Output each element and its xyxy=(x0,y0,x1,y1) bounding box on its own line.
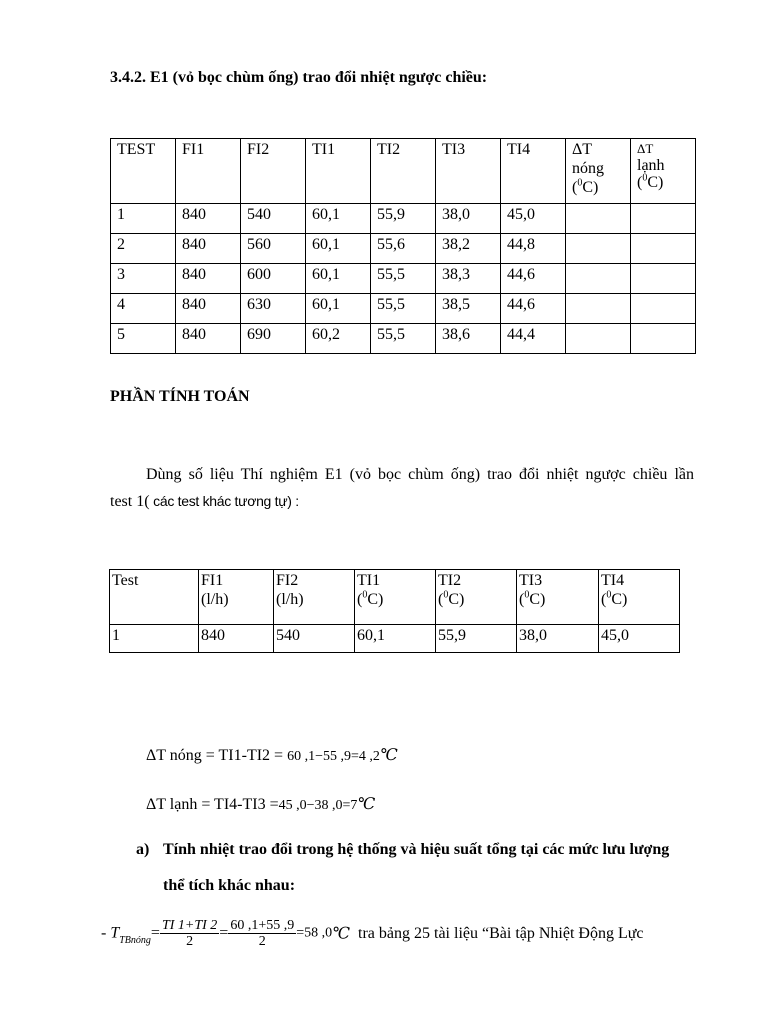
table-cell: 690 xyxy=(241,324,306,354)
table-cell xyxy=(566,324,631,354)
table-cell: 60,1 xyxy=(306,204,371,234)
table-cell: 38,6 xyxy=(436,324,501,354)
header-cell: FI2 xyxy=(241,139,306,204)
table-cell: 55,9 xyxy=(436,625,517,653)
header-cell: TEST xyxy=(111,139,176,204)
table-cell xyxy=(566,264,631,294)
table-cell: 60,2 xyxy=(306,324,371,354)
table-cell: 600 xyxy=(241,264,306,294)
equation-dt-nong xyxy=(146,745,398,765)
table-cell: 44,4 xyxy=(501,324,566,354)
table-row xyxy=(111,264,696,294)
table-cell: 560 xyxy=(241,234,306,264)
header-cell: TI3 ($^0$C) xyxy=(517,570,599,625)
header-line: nóng xyxy=(572,160,604,177)
formula-tail-text: tra bảng 25 tài liệu “Bài tập Nhiệt Động Lực xyxy=(354,924,644,942)
table-cell: 38,3 xyxy=(436,264,501,294)
table-cell xyxy=(631,204,696,234)
header-cell-dt-nong xyxy=(566,139,631,204)
formula-dash: - xyxy=(101,924,111,942)
paragraph-line-1: Dùng số liệu Thí nghiệm E1 (vỏ bọc chùm ống) trao đổi nhiệt ngược chiều lần xyxy=(146,466,694,483)
header-cell: TI2 ($^0$C) xyxy=(436,570,517,625)
table-cell: 60,1 xyxy=(306,234,371,264)
table-cell: 840 xyxy=(176,294,241,324)
formula-result: =58 ,0 xyxy=(296,925,333,941)
table-cell xyxy=(631,294,696,324)
header-line: ΔT xyxy=(637,141,654,156)
formula-fraction-symbolic: $\frac{TI 1+TI 2}{2}$ xyxy=(161,918,218,949)
table-header-row xyxy=(110,570,680,625)
table-cell: 38,0 xyxy=(517,625,599,653)
data-table-1 xyxy=(110,138,696,354)
table-cell: 840 xyxy=(176,204,241,234)
header-cell: TI1 ($^0$C) xyxy=(355,570,436,625)
table-cell: 1 xyxy=(110,625,199,653)
header-cell: TI1 xyxy=(306,139,371,204)
header-line: lạnh xyxy=(637,157,665,174)
table-cell: 60,1 xyxy=(306,264,371,294)
table-cell: 840 xyxy=(176,234,241,264)
formula-subscript: TBnóng xyxy=(119,935,151,947)
table-cell: 38,2 xyxy=(436,234,501,264)
paragraph-text: test 1( xyxy=(110,493,150,510)
item-a-line-1: Tính nhiệt trao đổi trong hệ thống và hiệu suất tổng tại các mức lưu lượng xyxy=(163,841,670,858)
equation-expression: 45 ,0−38 ,0=7 xyxy=(278,798,358,813)
table-row xyxy=(111,234,696,264)
table-cell: 4 xyxy=(111,294,176,324)
table-cell: 44,6 xyxy=(501,264,566,294)
table-row xyxy=(110,625,680,653)
item-a-line-2: thể tích khác nhau: xyxy=(163,877,296,894)
table-cell: 540 xyxy=(241,204,306,234)
table-cell: 44,6 xyxy=(501,294,566,324)
equation-label: ΔT nóng = TI1-TI2 = xyxy=(146,747,288,764)
equation-expression: 60 ,1−55 ,9=4 ,2 xyxy=(287,749,380,764)
header-cell: TI4 xyxy=(501,139,566,204)
header-cell: Test xyxy=(110,570,199,625)
table-cell xyxy=(566,234,631,264)
table-cell: 38,0 xyxy=(436,204,501,234)
table-cell: 44,8 xyxy=(501,234,566,264)
table-cell: 55,6 xyxy=(371,234,436,264)
table-cell: 55,5 xyxy=(371,294,436,324)
paragraph-line-2 xyxy=(110,493,299,511)
table-cell: 5 xyxy=(111,324,176,354)
header-unit: ($^0$C) xyxy=(572,177,599,196)
table-row xyxy=(111,204,696,234)
header-cell: FI2 (l/h) xyxy=(274,570,355,625)
table-cell: 60,1 xyxy=(355,625,436,653)
item-a-marker: a) xyxy=(136,841,150,858)
unit-degc: ℃ xyxy=(332,925,351,943)
formula-ttb-nong xyxy=(101,918,644,949)
table-cell: 1 xyxy=(111,204,176,234)
table-cell: 840 xyxy=(176,264,241,294)
table-cell xyxy=(631,264,696,294)
header-cell: TI4 ($^0$C) xyxy=(599,570,680,625)
header-cell: FI1 (l/h) xyxy=(199,570,274,625)
table-cell: 45,0 xyxy=(599,625,680,653)
header-cell: TI3 xyxy=(436,139,501,204)
header-cell: TI2 xyxy=(371,139,436,204)
header-cell: FI1 xyxy=(176,139,241,204)
table-cell: 840 xyxy=(199,625,274,653)
table-cell xyxy=(566,204,631,234)
header-line: ΔT xyxy=(572,141,593,158)
table-row xyxy=(111,324,696,354)
table-cell xyxy=(566,294,631,324)
table-cell: 38,5 xyxy=(436,294,501,324)
header-cell-dt-lanh xyxy=(631,139,696,204)
table-cell: 540 xyxy=(274,625,355,653)
table-cell: 55,5 xyxy=(371,264,436,294)
formula-equals: = xyxy=(219,924,229,942)
section-heading: 3.4.2. E1 (vỏ bọc chùm ống) trao đổi nhiệt ngược chiều: xyxy=(110,69,488,86)
table-header-row xyxy=(111,139,696,204)
unit-degc: ℃ xyxy=(357,796,376,813)
formula-fraction-numeric: $\frac{60 ,1+55 ,9}{2}$ xyxy=(230,918,295,949)
table-cell: 45,0 xyxy=(501,204,566,234)
table-cell: 2 xyxy=(111,234,176,264)
table-cell xyxy=(631,234,696,264)
header-unit: ($^0$C) xyxy=(637,172,664,191)
calc-heading: PHẦN TÍNH TOÁN xyxy=(110,388,250,405)
table-cell: 3 xyxy=(111,264,176,294)
formula-symbol: T xyxy=(110,924,120,942)
data-table-2 xyxy=(109,569,680,653)
equation-label: ΔT lạnh = TI4-TI3 = xyxy=(146,796,279,813)
table-cell: 630 xyxy=(241,294,306,324)
paragraph-text: các test khác tương tự) : xyxy=(149,493,299,509)
table-cell: 60,1 xyxy=(306,294,371,324)
table-cell: 55,5 xyxy=(371,324,436,354)
formula-equals: = xyxy=(150,924,160,942)
equation-dt-lanh xyxy=(146,794,375,814)
table-cell: 840 xyxy=(176,324,241,354)
table-row xyxy=(111,294,696,324)
unit-degc: ℃ xyxy=(379,747,398,764)
table-cell: 55,9 xyxy=(371,204,436,234)
table-cell xyxy=(631,324,696,354)
